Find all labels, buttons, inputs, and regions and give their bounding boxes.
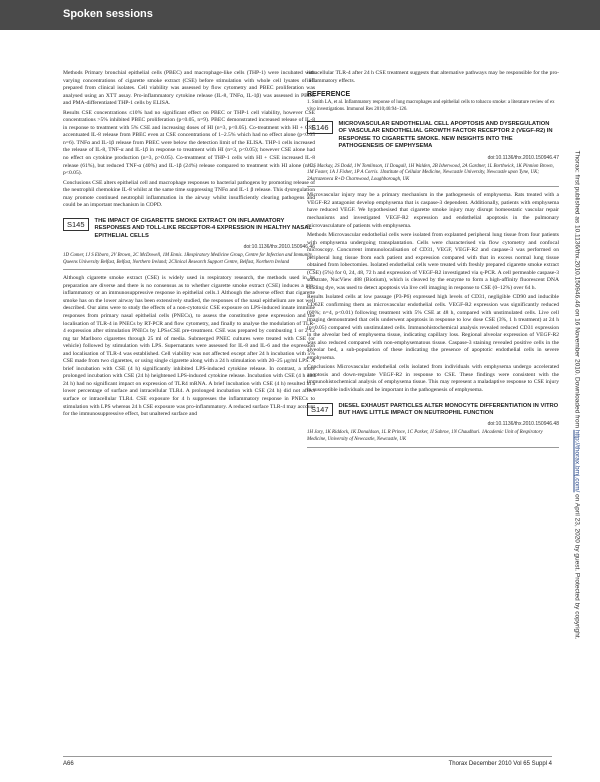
journal-link[interactable]: http://thorax.bmj.com/ [573, 429, 581, 493]
abstract-title: THE IMPACT OF CIGARETTE SMOKE EXTRACT ON INFLAMMATORY RESPONSES AND TOLL-LIKE RECEPTOR-4 EXPRESSION IN HEALTHY NASAL EPITHELIAL CELLS [94, 217, 312, 239]
abstract-title: MICROVASCULAR ENDOTHELIAL CELL APOPTOSIS AND DYSREGULATION OF VASCULAR ENDOTHELIAL GROWTH FACTOR RECEPTOR 2 (VEGF-R2) IN RESPONSE TO CIGARETTE SMOKE. NEW INSIGHTS INTO THE PATHOGENESIS OF EMPHYSEMA [338, 120, 553, 150]
abstract-authors: 1L S Mackay, 2S Dodd, 1W Tomlinson, 1I Dougall, 1H Walden, 2B Isherwood, 2A Gardner, 1L Borthwick, 1K Pinnion Brown, 1M Foster, 1A J Fisher, 1P A Corris. 1Institute of Cellular Medicine, Newcastle University, Newcastle upon Tyne, UK; 2Astrazeneca R+D Charnwood, Loughborough, UK [307, 164, 559, 188]
reference-item: 1. Smith LA, et al. Inflammatory response of lung macrophages and epithelial cells to tobacco smoke: a literature review of ex vivo investigations. Immunol Res 2010;46:94–126. [307, 100, 555, 112]
abstract-body: Although cigarette smoke extract (CSE) is widely used in respiratory research, the methods used in its preparation are diverse and there is no consensus as to whether cigarette smoke extract (CSE) induces a pro-inflammatory or an immunosuppressive response in epithelial cells.1 Although the adverse effect that cigarette smoke has on the lower airway has been extensively studied, the responses of the nasal epithelium are not well described. Our aims were to study the effects of a non-cytotoxic CSE exposure on LPS-induced innate immune responses from primary nasal epithelial cells (PNECs), to assess the constitutive gene expression and the localisation of TLR-4 in PNECs by RT-PCR and flow cytometry, and finally to analyse the modulation of TLR-4 expression after stimulation PNECs by LPS±CSE pre-treatment. CSE was prepared by combusting 1 or 2 12 mg tar Marlboro cigarettes through 25 ml of media. Submerged PNEC cultures were treated with CSE (or vehicle) followed by stimulation with LPS. Supernatants were assessed for IL-8 and IL-6 and the expression and localisation of TLR-4 was established. Cell viability was not affected except after 24 h incubation with 5% CSE made from two cigarettes, or using single cigarette along with a 24 h stimulation with 20–25 μg/ml LPS. A brief incubation with CSE (4 h) significantly inhibited LPS-induced cytokine release. In contrast, a more prolonged incubation with CSE (24 h) heightened LPS-induced cytokine release. Incubation with CSE (4 h and 24 h) had no significant impact on expression of TLR4 mRNA. A brief incubation with CSE (4 h) resulted in a lower percentage of surface and intracellular TLR4. A prolonged incubation with CSE (24 h) did not affect surface or intracellular TLR4. CSE exposure for 4 h suppresses the inflammatory response in PNECs to stimulation with LPS whereas 24 h CSE exposure was pro-inflammatory. A reduced surface TLR-4 may account for the immunosuppressive effect, but unaltered surface and [63, 275, 315, 418]
abstract-authors: 1D Comer, 1J S Elborn, 2V Brown, 2C McDowell, 1M Ennis. 1Respiratory Medicine Group, Centre for Infection and Immunity, Queens University Belfast, Belfast, Northern Ireland; 2Clinical Research Support Centre, Belfast, Northern Ireland [63, 253, 315, 270]
section-title: Spoken sessions [63, 8, 153, 20]
abstract-s145-header [63, 218, 315, 240]
abstract-s146-header [307, 121, 559, 151]
notice-suffix: on April 23, 2020 by guest. Protected by copyright. [573, 494, 581, 640]
left-column [63, 70, 315, 421]
abstract-authors: 1H Jary, 1K Riddock, 1K Donaldson, 1L R Prince, 1C Parker, 1I Sabroe, 1N Chaudhuri. 1Academic Unit of Respiratory Medicine, University of Newcastle, Newcastle, UK [307, 430, 559, 447]
page-number: A66 [63, 761, 74, 767]
intro-paragraph: Microvascular injury may be a primary mechanism in the pathogenesis of emphysema. Rats treated with a VEGF-R2 antagonist develop emphysema that is caspase-3 dependent. Additionally, patients with emphysema have reduced VEGF. We hypothesised that cigarette smoke injury may disrupt homeostatic vascular repair mechanisms and investigated VEGF-R2 expression and endothelial apoptosis in the pulmonary microvasculature of patients with emphysema. [307, 192, 559, 229]
methods-paragraph: Methods Microvascular endothelial cells were isolated from explanted peripheral lung tissue from four patients with emphysema undergoing transplantation. Cells were characterised via flow cytometry and confocal microscopy. Concurrent immunolocalisation of CD31, VEGF, VEGF-R2 and caspase-3 was performed on peripheral lung tissue from each patient and expression compared with that in excess normal lung tissue obtained from lobectomies. Isolated endothelial cells were treated with freshly prepared cigarette smoke extract (CSE) (5%) for 0, 24, 48, 72 h and expression of VEGF-R2 investigated via q-PCR. A cell permeable caspase-3 substrate, NucView 488 (Biotium), which is cleaved by the enzyme to form a high-affinity fluorescent DNA binding dye, was used to detect apoptosis via live cell imaging in response to CSE (0–12%) over 64 h. [307, 232, 559, 291]
abstract-id: S145 [63, 218, 89, 231]
download-notice [574, 151, 581, 640]
abstract-doi: doi:10.1136/thx.2010.150946.47 [487, 154, 559, 161]
reference-heading: REFERENCE [307, 91, 351, 99]
footer-divider [63, 756, 552, 757]
abstract-s147-header [307, 403, 559, 418]
results-paragraph: Results Isolated cells at low passage (P3-P6) expressed high levels of CD31, negligible CD90 and inducible CD62E confirming them as microvascular endothelial cells. VEGF-R2 expression was significantly reduced (60%; n=4, p<0.01) following treatment with 5% CSE at 48 h, compared with unstimulated cells. Live cell imaging demonstrated that cells underwent apoptosis in response to low dose CSE (3%, 1 h treatment) at 24 h (p=0.05) compared with unstimulated cells. Immunohistochemical analysis revealed reduced CD31 expression in the alveolar bed of emphysema tissue, indicating capillary loss. Regional alveolar expression of VEGF-R2 was also reduced compared with non-emphysematous tissue. Caspase-3 staining revealed positive cells in the alveolar bed, a sub-population of these indicating the presence of apoptotic endothelial cells in severe emphysema. [307, 294, 559, 361]
abstract-id: S146 [307, 121, 333, 134]
conclusions-paragraph: Conclusions Microvascular endothelial cells isolated from individuals with emphysema undergo accelerated apoptosis and down-regulate VEGF-R2 in response to CSE. These findings were consistent with the immunohistochemical analysis of emphysema tissue. This may represent a maladaptive response to CSE injury in susceptible individuals and be important in the pathogenesis of emphysema. [307, 364, 559, 393]
continuation-paragraph: intracellular TLR-4 after 24 h CSE treatment suggests that alternative pathways may be responsible for the pro-inflammatory effects. [307, 70, 559, 84]
notice-prefix: Thorax: first published as 10.1136/thx.2010.150946.46 on 16 November 2010. Downloaded from [573, 150, 581, 429]
abstract-id: S147 [307, 403, 333, 416]
right-column [307, 70, 559, 453]
conclusions-paragraph: Conclusions CSE alters epithelial cell and macrophage responses to bacterial pathogens by promoting release of the neutrophil chemokine IL-8 whilst at the same time suppressing TNFα and IL-1 β release. This dysregulation may promote continued neutrophil inflammation in the airway whilst insufficiently clearing pathogens and could be an important mechanism in COPD. [63, 179, 315, 209]
abstract-doi: doi:10.1136/thx.2010.150946.48 [487, 421, 559, 428]
abstract-title: DIESEL EXHAUST PARTICLES ALTER MONOCYTE DIFFERENTIATION IN VITRO BUT HAVE LITTLE IMPACT ON NEUTROPHIL FUNCTION [338, 402, 559, 416]
abstract-doi: doi:10.1136/thx.2010.150946.46 [243, 244, 315, 251]
section-banner [0, 0, 600, 30]
results-paragraph: Results CSE concentrations ≤10% had no significant effect on PBEC or THP-1 cell viability, however CSE concentrations >5% inhibited PBEC proliferation (p<0.05, n=9). PBEC demonstrated increased release of IL-8 in response to treatment with 5% CSE and increasing doses of HI (n=3, p<0.05). Co-treatment with HI + CSE accentuated IL-8 release from PBEC even at CSE concentrations of 1–2.5% which had no effect alone (p<0.05 n=6). TNFα and IL-1β release from PBEC were below the detection limit of the ELISA. THP-1 cells increased the release of IL-8, TNF-α and IL-1β in response to treatment with HI (n=3, p<0.05); however CSE alone had no effect on cytokine production (n=3, p>0.05). Co-treatment of THP-1 cells with HI + CSE increased IL-8 release (61%), but reduced TNF-α (40%) and IL-1β (24%) release compared to treatment with HI alone (n=3, p<0.05). [63, 109, 315, 177]
journal-citation: Thorax December 2010 Vol 65 Suppl 4 [448, 761, 552, 767]
methods-paragraph: Methods Primary bronchial epithelial cells (PBEC) and macrophage-like cells (THP-1) were incubated with varying concentrations of cigarette smoke extract (CSE) before stimulation with whole cell lysates of HI prepared from clinical isolates. Cell viability was assessed by flow cytometry and PBEC proliferation was analysed using an XTT assay. Pro-inflammatory cytokine release (IL-8, TNFα, IL-1β) was assessed in PBEC and PMA-differentiated THP-1 cells by ELISA. [63, 70, 315, 107]
